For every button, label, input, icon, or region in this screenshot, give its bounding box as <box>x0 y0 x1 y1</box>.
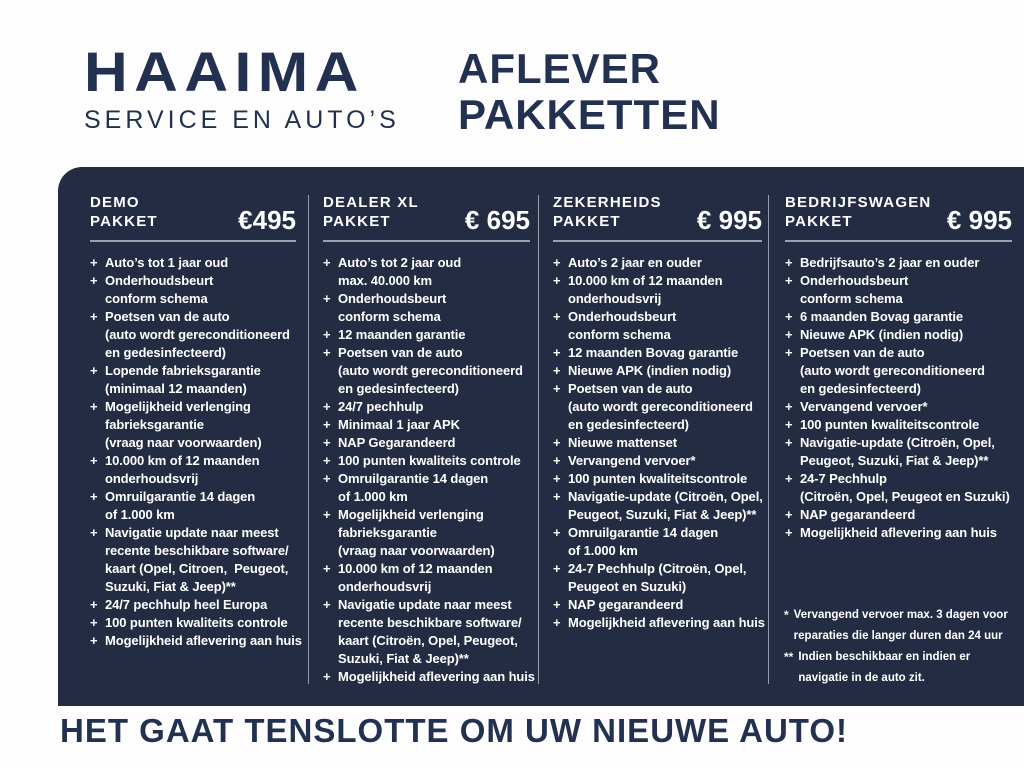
feature-line: fabrieksgarantie <box>338 525 437 540</box>
plus-bullet-icon: + <box>785 525 793 540</box>
feature-line: Onderhoudsbeurt <box>105 273 214 288</box>
feature-line: Suzuki, Fiat & Jeep)** <box>338 651 469 666</box>
footnotes <box>784 605 1014 689</box>
column-divider <box>768 195 769 684</box>
feature-item <box>785 326 1012 344</box>
feature-item <box>553 560 762 596</box>
feature-line: Mogelijkheid aflevering aan huis <box>800 525 997 540</box>
plus-bullet-icon: + <box>90 255 98 270</box>
plus-bullet-icon: + <box>553 381 561 396</box>
feature-line: (auto wordt gereconditioneerd <box>568 399 753 414</box>
feature-line: 24/7 pechhulp <box>338 399 424 414</box>
brand-logo <box>84 40 400 135</box>
feature-line: Navigatie-update (Citroën, Opel, <box>568 489 763 504</box>
feature-line: conform schema <box>105 291 208 306</box>
feature-line: Mogelijkheid aflevering aan huis <box>338 669 535 684</box>
feature-line: (auto wordt gereconditioneerd <box>800 363 985 378</box>
feature-line: Omruilgarantie 14 dagen <box>568 525 719 540</box>
feature-line: onderhoudsvrij <box>105 471 199 486</box>
feature-item <box>90 632 302 650</box>
feature-item <box>785 254 1012 272</box>
package-price: €495 <box>238 205 296 235</box>
plus-bullet-icon: + <box>90 615 98 630</box>
plus-bullet-icon: + <box>323 399 331 414</box>
feature-line: Navigatie-update (Citroën, Opel, <box>800 435 995 450</box>
package-header-rule <box>323 240 530 242</box>
feature-item <box>785 434 1012 470</box>
footnote-line: Indien beschikbaar en indien er <box>798 651 971 663</box>
feature-line: 12 maanden garantie <box>338 327 466 342</box>
feature-item <box>90 596 296 614</box>
feature-line: 10.000 km of 12 maanden <box>568 273 723 288</box>
feature-line: Navigatie update naar meest <box>105 525 279 540</box>
feature-item <box>90 452 296 488</box>
feature-item <box>323 434 530 452</box>
package-header <box>323 193 530 235</box>
plus-bullet-icon: + <box>323 471 331 486</box>
feature-line: (Citroën, Opel, Peugeot en Suzuki) <box>800 489 1010 504</box>
package-title-line2: PAKKET <box>323 213 391 230</box>
feature-item <box>553 524 762 560</box>
package-title-line2: PAKKET <box>553 213 621 230</box>
feature-item <box>785 470 1012 506</box>
feature-line: 10.000 km of 12 maanden <box>105 453 260 468</box>
feature-line: Poetsen van de auto <box>568 381 693 396</box>
page-title <box>458 46 721 138</box>
feature-line: Onderhoudsbeurt <box>338 291 447 306</box>
plus-bullet-icon: + <box>323 327 331 342</box>
feature-line: 100 punten kwaliteits controle <box>338 453 521 468</box>
feature-item <box>785 524 1012 542</box>
feature-line: Mogelijkheid verlenging <box>105 399 251 414</box>
feature-line: Peugeot en Suzuki) <box>568 579 687 594</box>
feature-line: onderhoudsvrij <box>338 579 432 594</box>
feature-line: 6 maanden Bovag garantie <box>800 309 964 324</box>
plus-bullet-icon: + <box>90 273 98 288</box>
feature-item <box>553 344 762 362</box>
plus-bullet-icon: + <box>553 525 561 540</box>
feature-line: of 1.000 km <box>568 543 638 558</box>
footnote-line: Vervangend vervoer max. 3 dagen voor <box>793 609 1008 621</box>
plus-bullet-icon: + <box>90 309 98 324</box>
plus-bullet-icon: + <box>785 417 793 432</box>
plus-bullet-icon: + <box>323 345 331 360</box>
double-asterisk-marker: ** <box>784 650 794 664</box>
feature-item <box>553 254 762 272</box>
feature-item <box>323 506 530 560</box>
feature-item <box>323 668 535 686</box>
plus-bullet-icon: + <box>785 435 793 450</box>
feature-line: of 1.000 km <box>105 507 175 522</box>
feature-item <box>553 308 762 344</box>
feature-item <box>553 596 762 614</box>
feature-line: (auto wordt gereconditioneerd <box>338 363 523 378</box>
feature-line: Navigatie update naar meest <box>338 597 512 612</box>
package-title-line1: ZEKERHEIDS <box>553 194 662 211</box>
asterisk-marker: * <box>784 608 789 622</box>
page-title-line2: PAKKETTEN <box>458 91 721 138</box>
feature-line: Mogelijkheid aflevering aan huis <box>105 633 302 648</box>
plus-bullet-icon: + <box>785 507 793 522</box>
package-price: € 695 <box>464 205 530 235</box>
feature-line: fabrieksgarantie <box>105 417 204 432</box>
feature-line: Auto’s 2 jaar en ouder <box>568 255 702 270</box>
feature-item <box>323 596 530 668</box>
feature-item <box>785 398 1012 416</box>
feature-line: Peugeot, Suzuki, Fiat & Jeep)** <box>568 507 757 522</box>
feature-item <box>553 272 762 308</box>
feature-item <box>553 470 762 488</box>
feature-line: NAP gegarandeerd <box>800 507 916 522</box>
feature-item <box>90 614 296 632</box>
package-column <box>538 193 768 706</box>
feature-item <box>323 452 530 470</box>
package-header <box>553 193 762 235</box>
feature-line: Vervangend vervoer* <box>800 399 928 414</box>
feature-item <box>553 380 762 434</box>
feature-line: 100 punten kwaliteitscontrole <box>800 417 980 432</box>
package-feature-list <box>785 254 1012 542</box>
plus-bullet-icon: + <box>323 669 331 684</box>
feature-item <box>90 254 296 272</box>
feature-line: kaart (Citroën, Opel, Peugeot, <box>338 633 518 648</box>
feature-line: Mogelijkheid verlenging <box>338 507 484 522</box>
feature-line: Peugeot, Suzuki, Fiat & Jeep)** <box>800 453 989 468</box>
plus-bullet-icon: + <box>90 489 98 504</box>
footnote-line: navigatie in de auto zit. <box>798 672 925 684</box>
feature-item <box>785 272 1012 308</box>
page-title-line1: AFLEVER <box>458 45 662 92</box>
plus-bullet-icon: + <box>323 453 331 468</box>
plus-bullet-icon: + <box>323 597 331 612</box>
plus-bullet-icon: + <box>553 489 561 504</box>
plus-bullet-icon: + <box>553 345 561 360</box>
plus-bullet-icon: + <box>553 453 561 468</box>
feature-line: Omruilgarantie 14 dagen <box>105 489 256 504</box>
footer-tagline: HET GAAT TENSLOTTE OM UW NIEUWE AUTO! <box>60 712 849 749</box>
package-title <box>90 193 158 231</box>
package-price: € 995 <box>946 205 1012 235</box>
plus-bullet-icon: + <box>90 399 98 414</box>
plus-bullet-icon: + <box>785 345 793 360</box>
feature-line: Poetsen van de auto <box>105 309 230 324</box>
package-feature-list <box>90 254 302 650</box>
plus-bullet-icon: + <box>90 597 98 612</box>
feature-line: 100 punten kwaliteits controle <box>105 615 288 630</box>
feature-item <box>323 254 530 290</box>
plus-bullet-icon: + <box>323 255 331 270</box>
feature-line: Auto’s tot 1 jaar oud <box>105 255 229 270</box>
plus-bullet-icon: + <box>785 471 793 486</box>
plus-bullet-icon: + <box>553 309 561 324</box>
feature-line: Poetsen van de auto <box>800 345 925 360</box>
plus-bullet-icon: + <box>785 255 793 270</box>
plus-bullet-icon: + <box>323 435 331 450</box>
feature-item <box>323 344 530 398</box>
feature-line: (minimaal 12 maanden) <box>105 381 247 396</box>
feature-item <box>553 452 762 470</box>
feature-line: Bedrijfsauto’s 2 jaar en ouder <box>800 255 980 270</box>
feature-line: en gedesinfecteerd) <box>568 417 689 432</box>
plus-bullet-icon: + <box>553 597 561 612</box>
footnote-line: reparaties die langer duren dan 24 uur <box>793 630 1003 642</box>
feature-line: recente beschikbare software/ <box>105 543 289 558</box>
column-divider <box>308 195 309 684</box>
feature-line: (vraag naar voorwaarden) <box>105 435 262 450</box>
plus-bullet-icon: + <box>90 633 98 648</box>
feature-line: NAP gegarandeerd <box>568 597 684 612</box>
feature-line: Onderhoudsbeurt <box>800 273 909 288</box>
package-header-rule <box>553 240 762 242</box>
plus-bullet-icon: + <box>553 471 561 486</box>
feature-line: 12 maanden Bovag garantie <box>568 345 739 360</box>
feature-line: Nieuwe APK (indien nodig) <box>800 327 964 342</box>
feature-line: max. 40.000 km <box>338 273 433 288</box>
plus-bullet-icon: + <box>785 399 793 414</box>
plus-bullet-icon: + <box>553 615 561 630</box>
feature-line: of 1.000 km <box>338 489 408 504</box>
package-column <box>58 193 308 706</box>
feature-line: 24-7 Pechhulp <box>800 471 887 486</box>
feature-line: kaart (Opel, Citroen, Peugeot, <box>105 561 289 576</box>
package-title-line1: BEDRIJFSWAGEN <box>785 194 932 211</box>
plus-bullet-icon: + <box>90 525 98 540</box>
feature-line: onderhoudsvrij <box>568 291 662 306</box>
package-feature-list <box>323 254 535 686</box>
feature-line: (auto wordt gereconditioneerd <box>105 327 290 342</box>
plus-bullet-icon: + <box>785 273 793 288</box>
feature-item <box>785 308 1012 326</box>
package-header <box>785 193 1012 235</box>
brand-tagline: SERVICE EN AUTO’S <box>84 106 400 134</box>
package-price: € 995 <box>696 205 762 235</box>
feature-item <box>90 398 296 452</box>
feature-line: Nieuwe mattenset <box>568 435 677 450</box>
feature-line: recente beschikbare software/ <box>338 615 522 630</box>
feature-line: 24/7 pechhulp heel Europa <box>105 597 268 612</box>
package-title <box>553 193 662 231</box>
plus-bullet-icon: + <box>553 363 561 378</box>
feature-item <box>323 560 530 596</box>
feature-line: 10.000 km of 12 maanden <box>338 561 493 576</box>
feature-line: Minimaal 1 jaar APK <box>338 417 460 432</box>
feature-item <box>553 488 762 524</box>
package-header <box>90 193 296 235</box>
feature-line: en gedesinfecteerd) <box>105 345 226 360</box>
plus-bullet-icon: + <box>323 507 331 522</box>
feature-line: Vervangend vervoer* <box>568 453 696 468</box>
feature-line: Poetsen van de auto <box>338 345 463 360</box>
feature-line: (vraag naar voorwaarden) <box>338 543 495 558</box>
package-title-line1: DEMO <box>90 194 140 211</box>
package-header-rule <box>785 240 1012 242</box>
footnote-single-asterisk <box>784 605 1014 647</box>
feature-line: Lopende fabrieksgarantie <box>105 363 261 378</box>
plus-bullet-icon: + <box>90 453 98 468</box>
plus-bullet-icon: + <box>553 561 561 576</box>
feature-item <box>553 614 765 632</box>
package-header-rule <box>90 240 296 242</box>
feature-item <box>553 362 762 380</box>
feature-line: 24-7 Pechhulp (Citroën, Opel, <box>568 561 747 576</box>
feature-line: Suzuki, Fiat & Jeep)** <box>105 579 236 594</box>
feature-item <box>785 344 1012 398</box>
feature-item <box>90 308 296 362</box>
package-title <box>785 193 931 231</box>
feature-item <box>90 272 296 308</box>
feature-item <box>323 470 530 506</box>
plus-bullet-icon: + <box>785 327 793 342</box>
feature-line: en gedesinfecteerd) <box>800 381 921 396</box>
brand-name: HAAIMA <box>84 40 365 103</box>
feature-line: Omruilgarantie 14 dagen <box>338 471 489 486</box>
packages-panel <box>58 167 1024 706</box>
plus-bullet-icon: + <box>90 363 98 378</box>
plus-bullet-icon: + <box>323 561 331 576</box>
feature-item <box>90 362 296 398</box>
feature-item <box>553 434 762 452</box>
plus-bullet-icon: + <box>553 435 561 450</box>
plus-bullet-icon: + <box>785 309 793 324</box>
feature-line: Onderhoudsbeurt <box>568 309 677 324</box>
feature-line: 100 punten kwaliteitscontrole <box>568 471 748 486</box>
feature-item <box>323 290 530 326</box>
feature-line: Auto’s tot 2 jaar oud <box>338 255 462 270</box>
plus-bullet-icon: + <box>323 417 331 432</box>
feature-item <box>323 398 530 416</box>
feature-line: en gedesinfecteerd) <box>338 381 459 396</box>
feature-item <box>90 524 296 596</box>
footnote-double-asterisk <box>784 647 1014 689</box>
feature-line: conform schema <box>338 309 441 324</box>
package-title-line1: DEALER XL <box>323 194 419 211</box>
feature-item <box>90 488 296 524</box>
package-title-line2: PAKKET <box>90 213 158 230</box>
feature-line: conform schema <box>800 291 903 306</box>
feature-line: Mogelijkheid aflevering aan huis <box>568 615 765 630</box>
feature-item <box>323 416 530 434</box>
package-title-line2: PAKKET <box>785 213 853 230</box>
package-title <box>323 193 419 231</box>
plus-bullet-icon: + <box>553 273 561 288</box>
package-feature-list <box>553 254 765 632</box>
feature-line: conform schema <box>568 327 671 342</box>
plus-bullet-icon: + <box>323 291 331 306</box>
feature-item <box>323 326 530 344</box>
feature-item <box>785 506 1012 524</box>
column-divider <box>538 195 539 684</box>
feature-line: NAP Gegarandeerd <box>338 435 456 450</box>
plus-bullet-icon: + <box>553 255 561 270</box>
feature-line: Nieuwe APK (indien nodig) <box>568 363 732 378</box>
package-column <box>308 193 538 706</box>
feature-item <box>785 416 1012 434</box>
